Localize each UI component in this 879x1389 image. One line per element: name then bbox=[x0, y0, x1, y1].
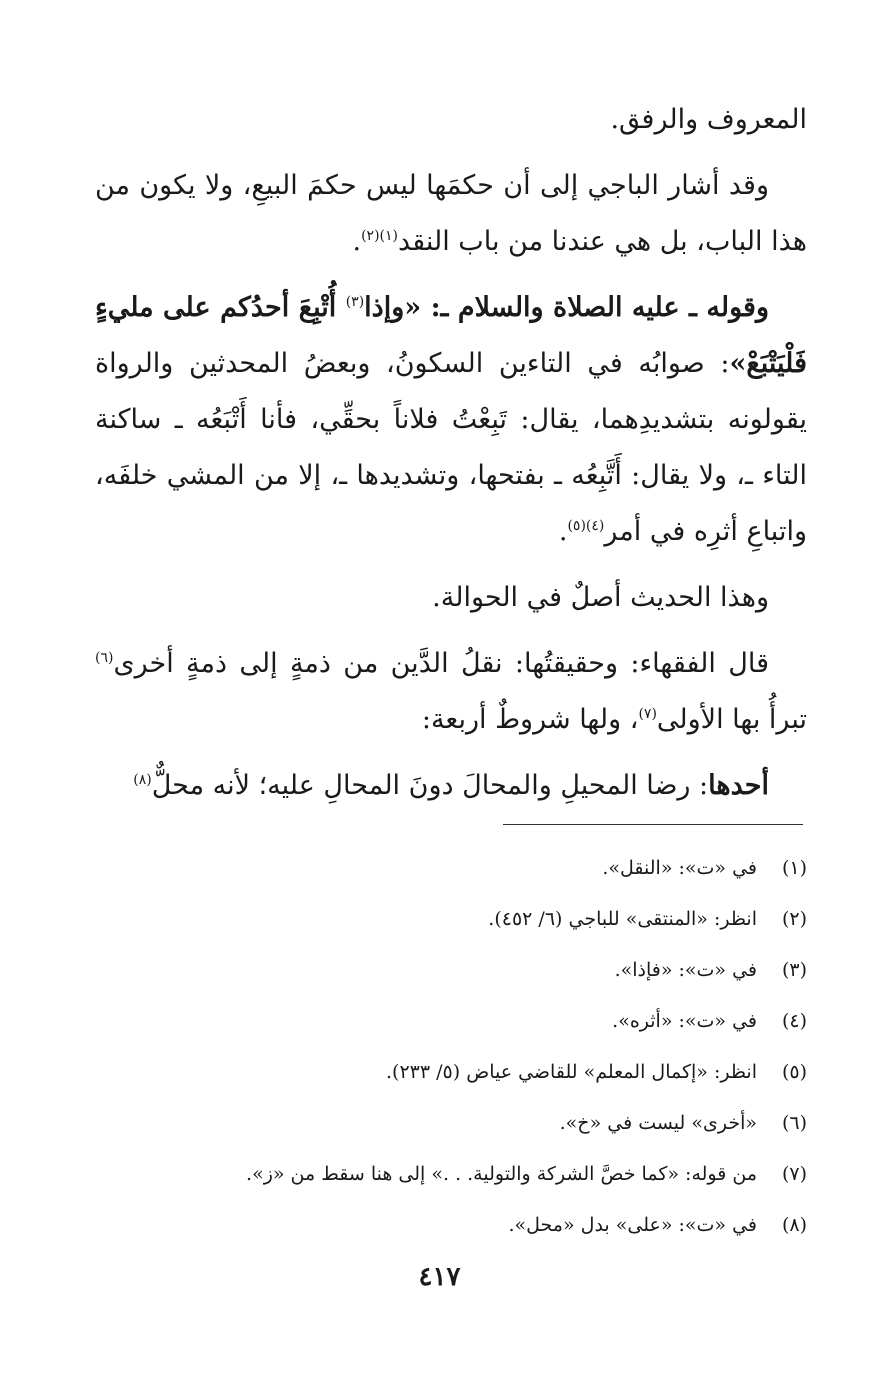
paragraph-4 bbox=[95, 570, 807, 626]
footnote-1 bbox=[150, 843, 807, 894]
paragraph-5-text: قال الفقهاء: وحقيقتُها: نقلُ الدَّين من ذمةٍ إلى ذمةٍ أخرى bbox=[113, 648, 769, 679]
punctuation: . bbox=[558, 516, 568, 547]
footnote-text: في «ت»: «فإذا». bbox=[614, 959, 757, 981]
paragraph-5 bbox=[95, 636, 807, 748]
paragraph-1 bbox=[95, 92, 807, 148]
footnote-number: (٥) bbox=[781, 1061, 807, 1083]
paragraph-1-text: المعروف والرفق. bbox=[610, 104, 807, 135]
footnote-4 bbox=[150, 996, 807, 1047]
footnote-2 bbox=[150, 894, 807, 945]
punctuation: . bbox=[352, 226, 362, 257]
hadith-quote-end: أُتْبِعَ أحدُكم على مليءٍ فَلْيَتْبَعْ» bbox=[95, 292, 807, 379]
paragraph-5-text-c: ، ولها شروطٌ أربعة: bbox=[421, 704, 639, 735]
paragraph-6 bbox=[95, 758, 807, 814]
footnote-7 bbox=[150, 1149, 807, 1200]
footnote-number: (٧) bbox=[781, 1163, 807, 1185]
condition-heading: أحدها bbox=[708, 770, 769, 801]
footnote-5 bbox=[150, 1047, 807, 1098]
footnote-text: انظر: «المنتقى» للباجي (٦/ ٤٥٢). bbox=[488, 908, 757, 930]
paragraph-3-text: : صوابُه في التاءين السكونُ، وبعضُ المحدثين والرواة يقولونه بتشديدِهما، يقال: تَبِعْتُ فلاناً بحقِّي، فأنا أَتْبَعُه ـ ساكنة التاء ـ، ولا يقال: أَتَّبِعُه ـ بفتحها، وتشديدها ـ، إلا من المشي خلفَه، واتباعِ أثرِه في أمر bbox=[95, 348, 807, 547]
footnote-text: في «ت»: «أثره». bbox=[612, 1010, 757, 1032]
footnote-ref[interactable]: (٨) bbox=[133, 772, 152, 788]
paragraph-4-text: وهذا الحديث أصلٌ في الحوالة. bbox=[432, 582, 769, 613]
footnote-number: (٢) bbox=[781, 908, 807, 930]
footnote-number: (٣) bbox=[781, 959, 807, 981]
page-number: ٤١٧ bbox=[418, 1262, 461, 1292]
footnote-text: انظر: «إكمال المعلم» للقاضي عياض (٥/ ٢٣٣). bbox=[386, 1061, 757, 1083]
footnote-number: (١) bbox=[781, 857, 807, 879]
footnote-8 bbox=[150, 1200, 807, 1251]
footnote-6 bbox=[150, 1098, 807, 1149]
paragraph-6-text: : رضا المحيلِ والمحالَ دونَ المحالِ عليه؛ لأنه محلٌّ bbox=[151, 770, 709, 801]
hadith-quote-start: «وإذا bbox=[364, 292, 422, 323]
paragraph-3 bbox=[95, 280, 807, 560]
paragraph-2 bbox=[95, 158, 807, 270]
main-text bbox=[95, 92, 807, 824]
footnote-number: (٤) bbox=[781, 1010, 807, 1032]
paragraph-3-lead: وقوله ـ عليه الصلاة والسلام ـ: bbox=[421, 292, 769, 323]
footnote-separator bbox=[503, 824, 803, 825]
footnote-text: من قوله: «كما خصَّ الشركة والتولية. . .» إلى هنا سقط من «ز». bbox=[246, 1163, 757, 1185]
footnote-text: في «ت»: «النقل». bbox=[602, 857, 757, 879]
footnote-ref[interactable]: (٧) bbox=[638, 706, 657, 722]
footnote-number: (٨) bbox=[781, 1214, 807, 1236]
footnote-ref[interactable]: (٦) bbox=[95, 650, 114, 666]
paragraph-5-text-b: تبرأُ بها الأولى bbox=[656, 704, 807, 735]
footnote-text: «أخرى» ليست في «خ». bbox=[559, 1112, 757, 1134]
footnotes bbox=[150, 843, 807, 1251]
paragraph-2-text: وقد أشار الباجي إلى أن حكمَها ليس حكمَ البيعِ، ولا يكون من هذا الباب، بل هي عندنا من باب النقد bbox=[95, 170, 807, 257]
footnote-ref[interactable]: (١)(٢) bbox=[361, 228, 399, 244]
footnote-3 bbox=[150, 945, 807, 996]
footnote-ref[interactable]: (٤)(٥) bbox=[567, 518, 605, 534]
footnote-ref[interactable]: (٣) bbox=[345, 294, 365, 310]
footnote-text: في «ت»: «على» بدل «محل». bbox=[508, 1214, 757, 1236]
footnote-number: (٦) bbox=[781, 1112, 807, 1134]
